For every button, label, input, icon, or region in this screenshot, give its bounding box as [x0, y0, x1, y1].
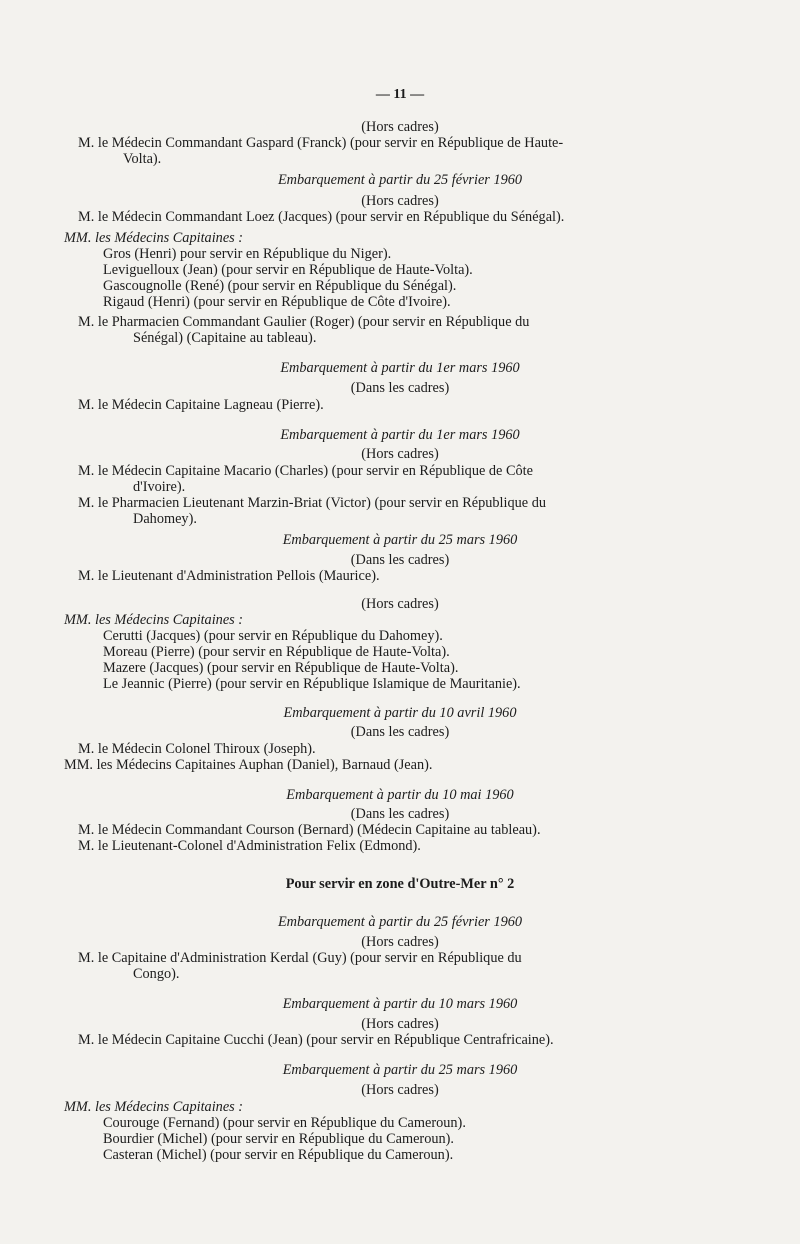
entry-line: M. le Médecin Colonel Thiroux (Joseph). [78, 741, 316, 757]
embarkation-heading: Embarquement à partir du 10 mars 1960 [282, 996, 518, 1012]
name-line: Courouge (Fernand) (pour servir en République du Cameroun). [103, 1115, 466, 1131]
entry-continuation: Dahomey). [133, 511, 197, 527]
entry-line: M. le Pharmacien Commandant Gaulier (Roger) (pour servir en République du [78, 314, 530, 330]
name-line: Rigaud (Henri) (pour servir en République de Côte d'Ivoire). [103, 294, 451, 310]
entry-line: M. le Capitaine d'Administration Kerdal (Guy) (pour servir en République du [78, 950, 522, 966]
status-heading: (Dans les cadres) [350, 380, 450, 396]
entry-continuation: Sénégal) (Capitaine au tableau). [133, 330, 317, 346]
embarkation-heading: Embarquement à partir du 25 février 1960 [277, 172, 523, 188]
entry-line: M. le Médecin Commandant Courson (Bernard) (Médecin Capitaine au tableau). [78, 822, 541, 838]
entry-line: M. le Médecin Capitaine Macario (Charles) (pour servir en République de Côte [78, 463, 533, 479]
name-line: Gros (Henri) pour servir en République du Niger). [103, 246, 392, 262]
embarkation-heading: Embarquement à partir du 25 mars 1960 [282, 532, 518, 548]
name-line: Gascougnolle (René) (pour servir en République du Sénégal). [103, 278, 457, 294]
entry-line: M. le Pharmacien Lieutenant Marzin-Briat (Victor) (pour servir en République du [78, 495, 547, 511]
status-heading: (Dans les cadres) [350, 806, 450, 822]
entry-continuation: Volta). [123, 151, 162, 167]
status-heading: (Hors cadres) [361, 193, 439, 209]
group-heading: MM. les Médecins Capitaines : [64, 612, 244, 628]
name-line: Leviguelloux (Jean) (pour servir en République de Haute-Volta). [103, 262, 473, 278]
section-heading: Pour servir en zone d'Outre-Mer n° 2 [285, 876, 515, 892]
name-line: Mazere (Jacques) (pour servir en République de Haute-Volta). [103, 660, 459, 676]
embarkation-heading: Embarquement à partir du 1er mars 1960 [280, 427, 520, 443]
entry-line: M. le Lieutenant-Colonel d'Administration Felix (Edmond). [78, 838, 421, 854]
embarkation-heading: Embarquement à partir du 10 avril 1960 [283, 705, 517, 721]
name-line: Bourdier (Michel) (pour servir en République du Cameroun). [103, 1131, 454, 1147]
status-heading: (Hors cadres) [361, 446, 439, 462]
status-heading: (Hors cadres) [361, 1016, 439, 1032]
entry-continuation: d'Ivoire). [133, 479, 186, 495]
entry-continuation: Congo). [133, 966, 180, 982]
entry-line: MM. les Médecins Capitaines Auphan (Daniel), Barnaud (Jean). [64, 757, 433, 773]
name-line: Cerutti (Jacques) (pour servir en République du Dahomey). [103, 628, 443, 644]
status-heading: (Hors cadres) [361, 119, 439, 135]
entry-line: M. le Médecin Capitaine Cucchi (Jean) (pour servir en République Centrafricaine). [78, 1032, 554, 1048]
group-heading: MM. les Médecins Capitaines : [64, 230, 244, 246]
embarkation-heading: Embarquement à partir du 10 mai 1960 [286, 787, 514, 803]
entry-line: M. le Médecin Commandant Loez (Jacques) (pour servir en République du Sénégal). [78, 209, 565, 225]
group-heading: MM. les Médecins Capitaines : [64, 1099, 244, 1115]
entry-line: M. le Médecin Commandant Gaspard (Franck) (pour servir en République de Haute- [78, 135, 564, 151]
status-heading: (Dans les cadres) [350, 552, 450, 568]
status-heading: (Hors cadres) [361, 934, 439, 950]
name-line: Moreau (Pierre) (pour servir en République de Haute-Volta). [103, 644, 450, 660]
embarkation-heading: Embarquement à partir du 25 mars 1960 [282, 1062, 518, 1078]
page-number: — 11 — [375, 87, 425, 102]
status-heading: (Dans les cadres) [350, 724, 450, 740]
name-line: Le Jeannic (Pierre) (pour servir en République Islamique de Mauritanie). [103, 676, 521, 692]
embarkation-heading: Embarquement à partir du 1er mars 1960 [280, 360, 520, 376]
entry-line: M. le Lieutenant d'Administration Pellois (Maurice). [78, 568, 380, 584]
status-heading: (Hors cadres) [361, 1082, 439, 1098]
embarkation-heading: Embarquement à partir du 25 février 1960 [277, 914, 523, 930]
entry-line: M. le Médecin Capitaine Lagneau (Pierre). [78, 397, 324, 413]
status-heading: (Hors cadres) [361, 596, 439, 612]
name-line: Casteran (Michel) (pour servir en République du Cameroun). [103, 1147, 454, 1163]
